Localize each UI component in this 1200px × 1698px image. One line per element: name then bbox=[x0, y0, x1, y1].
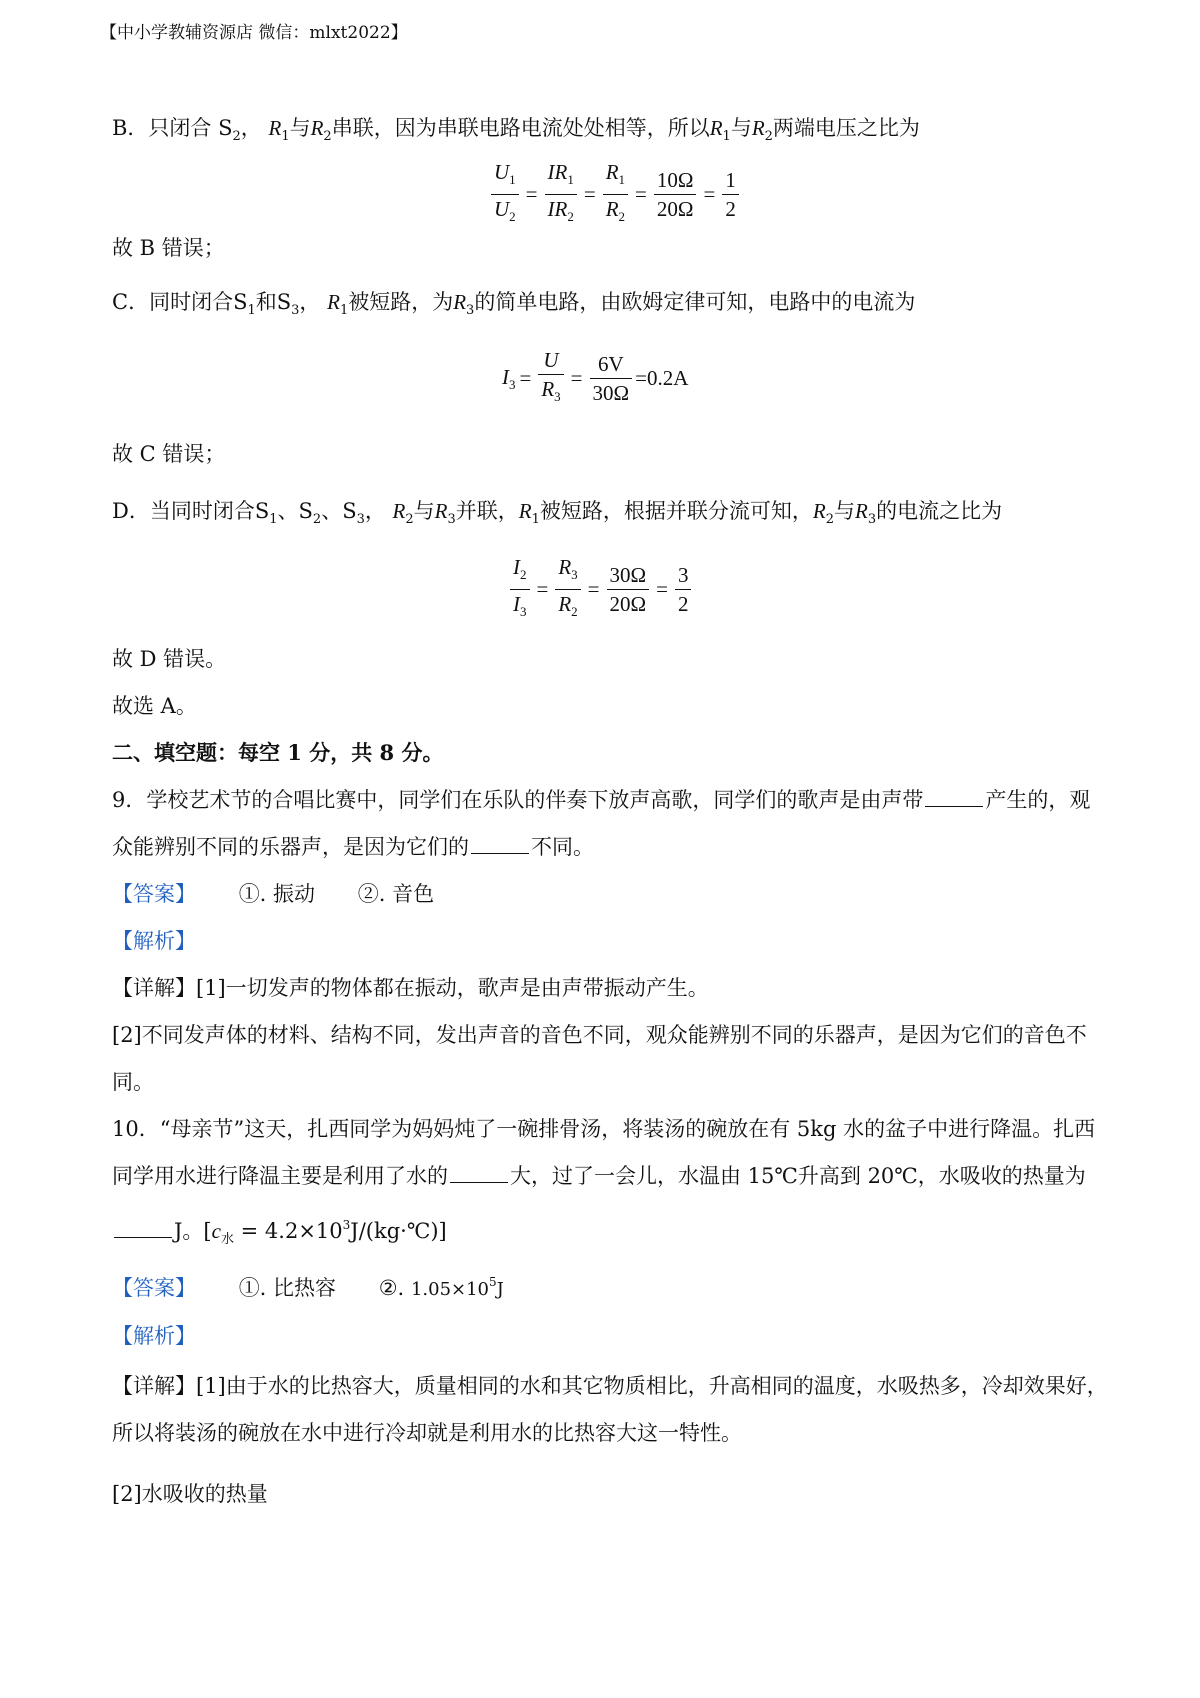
q9-blank-1 bbox=[925, 806, 983, 807]
option-b-line: B．只闭合 $S_2$， $R_1$与$R_2$串联，因为串联电路电流处处相等，所以$R_1$与$R_2$两端电压之比为 bbox=[112, 116, 920, 144]
option-d-line: D．当同时闭合$S_1$、$S_2$、$S_3$， $R_2$与$R_3$并联，$R_1$被短路，根据并联分流可知，$R_2$与$R_3$的电流之比为 bbox=[112, 499, 1003, 527]
final-choice: 故选 A。 bbox=[112, 694, 197, 718]
header-watermark: 【中小学教辅资源店 微信：mlxt2022】 bbox=[100, 23, 408, 43]
option-b-label: B．只闭合 bbox=[112, 116, 212, 140]
q9-detail1: 【详解】[1]一切发声的物体都在振动，歌声是由声带振动产生。 bbox=[112, 976, 709, 1000]
q9-detail2a: [2]不同发声体的材料、结构不同，发出声音的音色不同，观众能辨别不同的乐器声，是因为它们的音色不 bbox=[112, 1023, 1087, 1047]
q9-line2: 众能辨别不同的乐器声，是因为它们的 不同。 bbox=[112, 835, 594, 859]
option-b-equation: $\frac{U_1}{U_2}$ = $\frac{IR_1}{IR_2}$ = $\frac{R_1}{R_2}$ = $\frac{10\Omega}{20\Omega}$ = $\frac{1}{2}$ bbox=[488, 158, 742, 231]
q9-answer: 【答案】 ①. 振动 ②. 音色 bbox=[112, 882, 435, 906]
option-c-conclusion: 故 C 错误； bbox=[112, 442, 226, 466]
q10-detail2: [2]水吸收的热量 bbox=[112, 1482, 268, 1506]
q10-detail1b: 所以将装汤的碗放在水中进行冷却就是利用水的比热容大这一特性。 bbox=[112, 1421, 742, 1445]
option-c-equation: $I_3$ = $\frac{U}{R_3}$ = $\frac{6V}{30\Omega}$ =0.2A bbox=[502, 348, 689, 405]
section-title: 二、填空题：每空 1 分，共 8 分。 bbox=[112, 740, 444, 765]
q10-line2: 同学用水进行降温主要是利用了水的 大，过了一会儿，水温由 15℃升高到 20℃，水吸收的热量为 bbox=[112, 1164, 1086, 1188]
q10-line1: 10．“母亲节”这天，扎西同学为妈妈炖了一碗排骨汤，将装汤的碗放在有 5kg 水的盆子中进行降温。扎西 bbox=[112, 1117, 1096, 1141]
q10-detail1a: 【详解】[1]由于水的比热容大，质量相同的水和其它物质相比，升高相同的温度，水吸热多，冷却效果好， bbox=[112, 1374, 1108, 1398]
option-d-equation: $\frac{I_2}{I_3}$ = $\frac{R_3}{R_2}$ = $\frac{30\Omega}{20\Omega}$ = $\frac{3}{2}$ bbox=[507, 553, 694, 626]
q9-line1: 9．学校艺术节的合唱比赛中，同学们在乐队的伴奏下放声高歌，同学们的歌声是由声带 产生的，观 bbox=[112, 788, 1091, 812]
answer-tag: 【答案】 bbox=[112, 882, 196, 906]
q9-analysis-tag: 【解析】 bbox=[112, 929, 196, 953]
option-d-conclusion: 故 D 错误。 bbox=[112, 647, 227, 671]
q9-detail2b: 同。 bbox=[112, 1070, 154, 1094]
option-c-line: C．同时闭合$S_1$和$S_3$， $R_1$被短路，为$R_3$的简单电路，由欧姆定律可知，电路中的电流为 bbox=[112, 290, 916, 318]
option-b-conclusion: 故 B 错误； bbox=[112, 236, 225, 260]
q10-line3: J。[$c_水$ = $4.2\times 10^3J/(kg\cdot℃)$] bbox=[112, 1215, 447, 1247]
q10-blank-2 bbox=[114, 1237, 172, 1238]
q10-analysis-tag: 【解析】 bbox=[112, 1324, 196, 1348]
answer-tag: 【答案】 bbox=[112, 1276, 196, 1300]
q9-blank-2 bbox=[471, 853, 529, 854]
q10-answer: 【答案】 ①. 比热容 ②. $1.05\times 10^5J$ bbox=[112, 1275, 504, 1300]
q10-blank-1 bbox=[450, 1182, 508, 1183]
